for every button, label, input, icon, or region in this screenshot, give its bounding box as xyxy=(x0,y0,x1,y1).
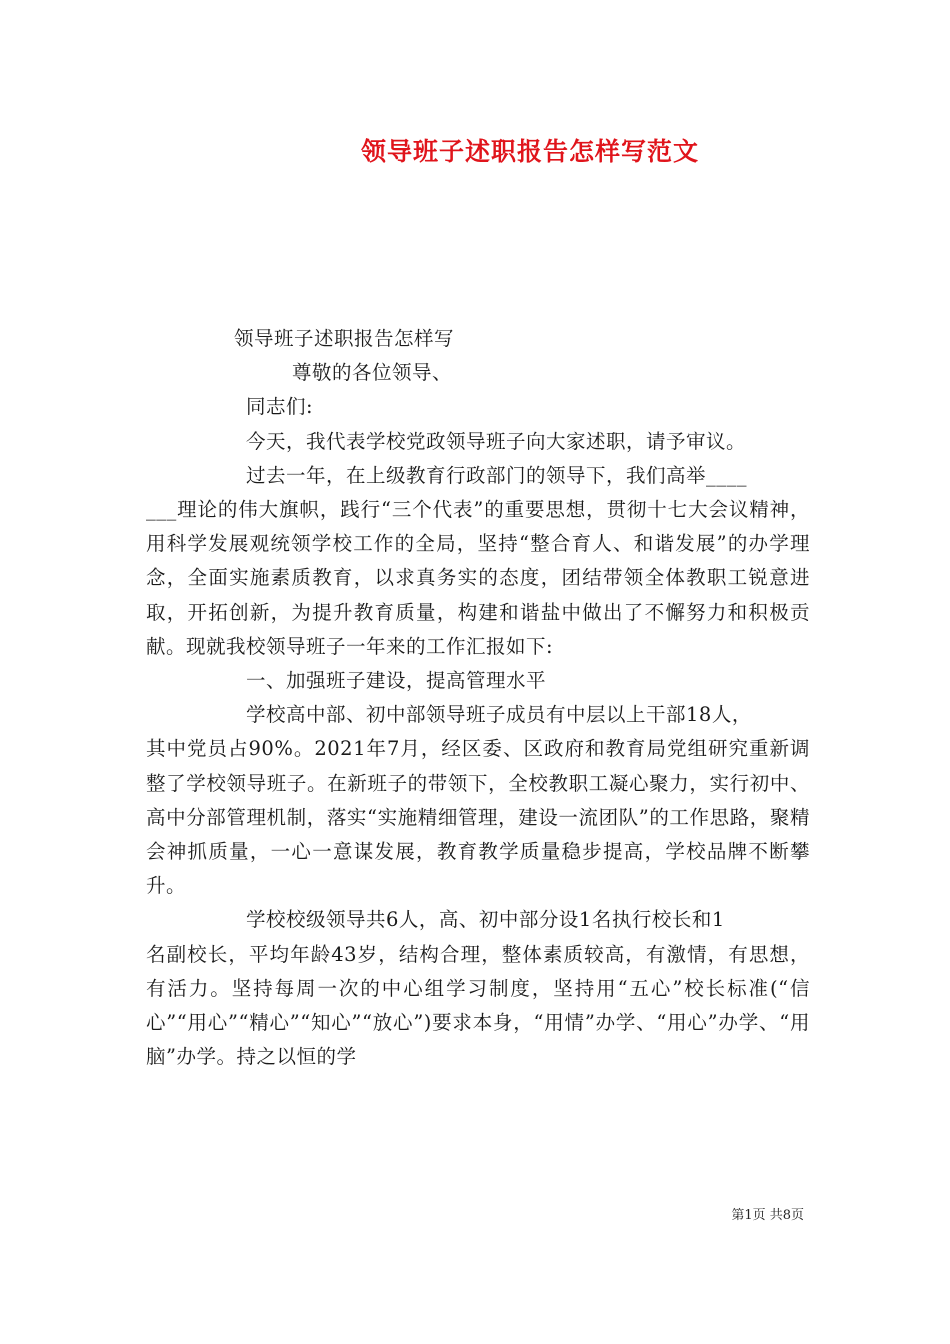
section-heading-1: 一、加强班子建设，提高管理水平 xyxy=(246,668,547,692)
subtitle: 领导班子述职报告怎样写 xyxy=(234,327,455,350)
paragraph-3-body: 名副校长，平均年龄43岁，结构合理，整体素质较高，有激情，有思想，有活力。坚持每周一次的中心组学习制度，坚持用“五心”校长标准(“信心”“用心”“精心”“知心”“放心”)要求本身，“用情”办学、“用心”办学、“用脑”办学。持之以恒的学 xyxy=(146,942,810,1069)
paragraph-1-body: ___理论的伟大旗帜，践行“三个代表”的重要思想，贯彻十七大会议精神，用科学发展观统领学校工作的全局，坚持“整合育人、和谐发展”的办学理念，全面实施素质教育，以求真务实的态度，团结带领全体教职工锐意进取，开拓创新，为提升教育质量，构建和谐盐中做出了不懈努力和积极贡献。现就我校领导班子一年来的工作汇报如下: xyxy=(146,497,810,658)
paragraph-2-body: 其中党员占90%。2021年7月，经区委、区政府和教育局党组研究重新调整了学校领导班子。在新班子的带领下，全校教职工凝心聚力，实行初中、高中分部管理机制，落实“实施精细管理，建设一流团队”的工作思路，聚精会神抓质量，一心一意谋发展，教育教学质量稳步提高，学校品牌不断攀升。 xyxy=(146,737,810,898)
paragraph-2-first-line: 学校高中部、初中部领导班子成员有中层以上干部18人， xyxy=(246,703,752,727)
paragraph-1-first-line: 过去一年，在上级教育行政部门的领导下，我们高举____ xyxy=(246,463,748,487)
salutation-line-1: 尊敬的各位领导、 xyxy=(292,361,453,385)
document-body xyxy=(146,322,810,1074)
intro-paragraph: 今天，我代表学校党政领导班子向大家述职，请予审议。 xyxy=(246,429,747,453)
salutation-line-2: 同志们: xyxy=(246,395,314,419)
paragraph-3-first-line: 学校校级领导共6人，高、初中部分设1名执行校长和1 xyxy=(246,908,725,932)
document-title: 领导班子述职报告怎样写范文 xyxy=(360,137,699,166)
page-number-footer: 第1页 共8页 xyxy=(731,1208,804,1223)
